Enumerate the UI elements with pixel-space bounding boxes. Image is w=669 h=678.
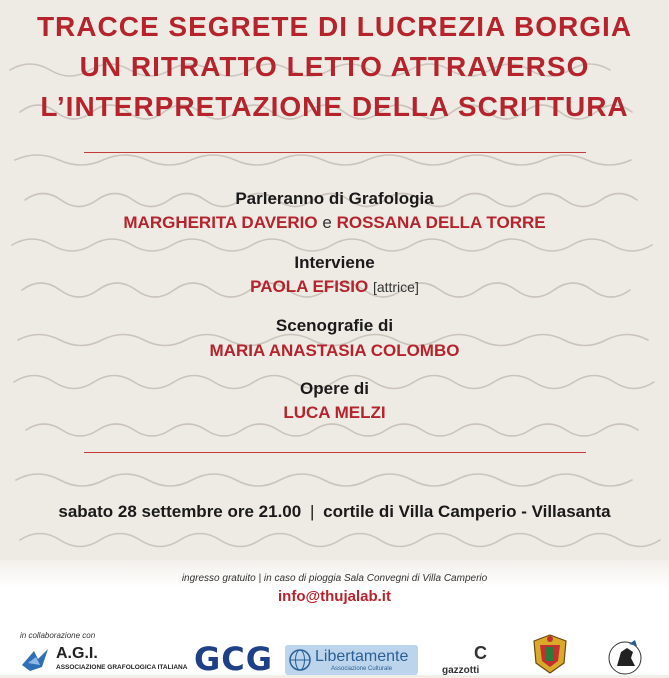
scenography-label: Scenografie di xyxy=(275,316,394,335)
speakers-conjunction: e xyxy=(322,213,332,232)
gcg-logo: GCG xyxy=(194,640,274,678)
works-label: Opere di xyxy=(300,379,369,398)
event-venue: cortile di Villa Camperio - Villasanta xyxy=(323,502,611,521)
contact-email[interactable]: info@thujalab.it xyxy=(278,588,391,605)
gazzotti-letter: C xyxy=(474,643,487,663)
agi-bird-icon xyxy=(20,645,50,675)
event-info xyxy=(0,502,669,522)
libertamente-logo xyxy=(285,645,418,675)
horse-emblem-icon xyxy=(605,638,645,675)
speaker-name-1: MARGHERITA DAVERIO xyxy=(123,213,318,232)
guest-line xyxy=(0,277,669,297)
entry-note: ingresso gratuito | in caso di pioggia Sala Convegni di Villa Camperio xyxy=(181,573,488,584)
agi-name: A.G.I. xyxy=(56,645,98,662)
gazzotti-logo xyxy=(440,645,490,675)
collab-label: in collaborazione con xyxy=(20,631,96,640)
speaker-name-2: ROSSANA DELLA TORRE xyxy=(336,213,546,232)
event-datetime: sabato 28 settembre ore 21.00 xyxy=(58,502,302,521)
scenography-name: MARIA ANASTASIA COLOMBO xyxy=(209,341,460,360)
title-line-2: UN RITRATTO LETTO ATTRAVERSO xyxy=(79,51,590,82)
libertamente-name: Libertamente xyxy=(315,648,409,665)
libertamente-subtitle: Associazione Culturale xyxy=(331,666,393,672)
event-separator: | xyxy=(309,502,315,521)
speakers-label: Parleranno di Grafologia xyxy=(235,189,434,208)
gazzotti-text: gazzotti xyxy=(442,665,480,676)
speakers-names xyxy=(0,213,669,233)
guest-role: [attrice] xyxy=(372,279,419,295)
libertamente-globe-icon xyxy=(288,648,312,672)
works-name: LUCA MELZI xyxy=(283,403,386,422)
coat-of-arms-icon xyxy=(528,633,572,675)
divider-top xyxy=(84,152,586,153)
title-line-1: TRACCE SEGRETE DI LUCREZIA BORGIA xyxy=(36,11,633,42)
guest-label: Interviene xyxy=(294,253,375,272)
guest-name: PAOLA EFISIO xyxy=(250,277,369,296)
title-line-3: L’INTERPRETAZIONE DELLA SCRITTURA xyxy=(40,91,629,122)
divider-bottom xyxy=(84,452,586,453)
agi-subtitle: ASSOCIAZIONE GRAFOLOGICA ITALIANA xyxy=(56,664,188,671)
agi-logo xyxy=(20,645,190,675)
